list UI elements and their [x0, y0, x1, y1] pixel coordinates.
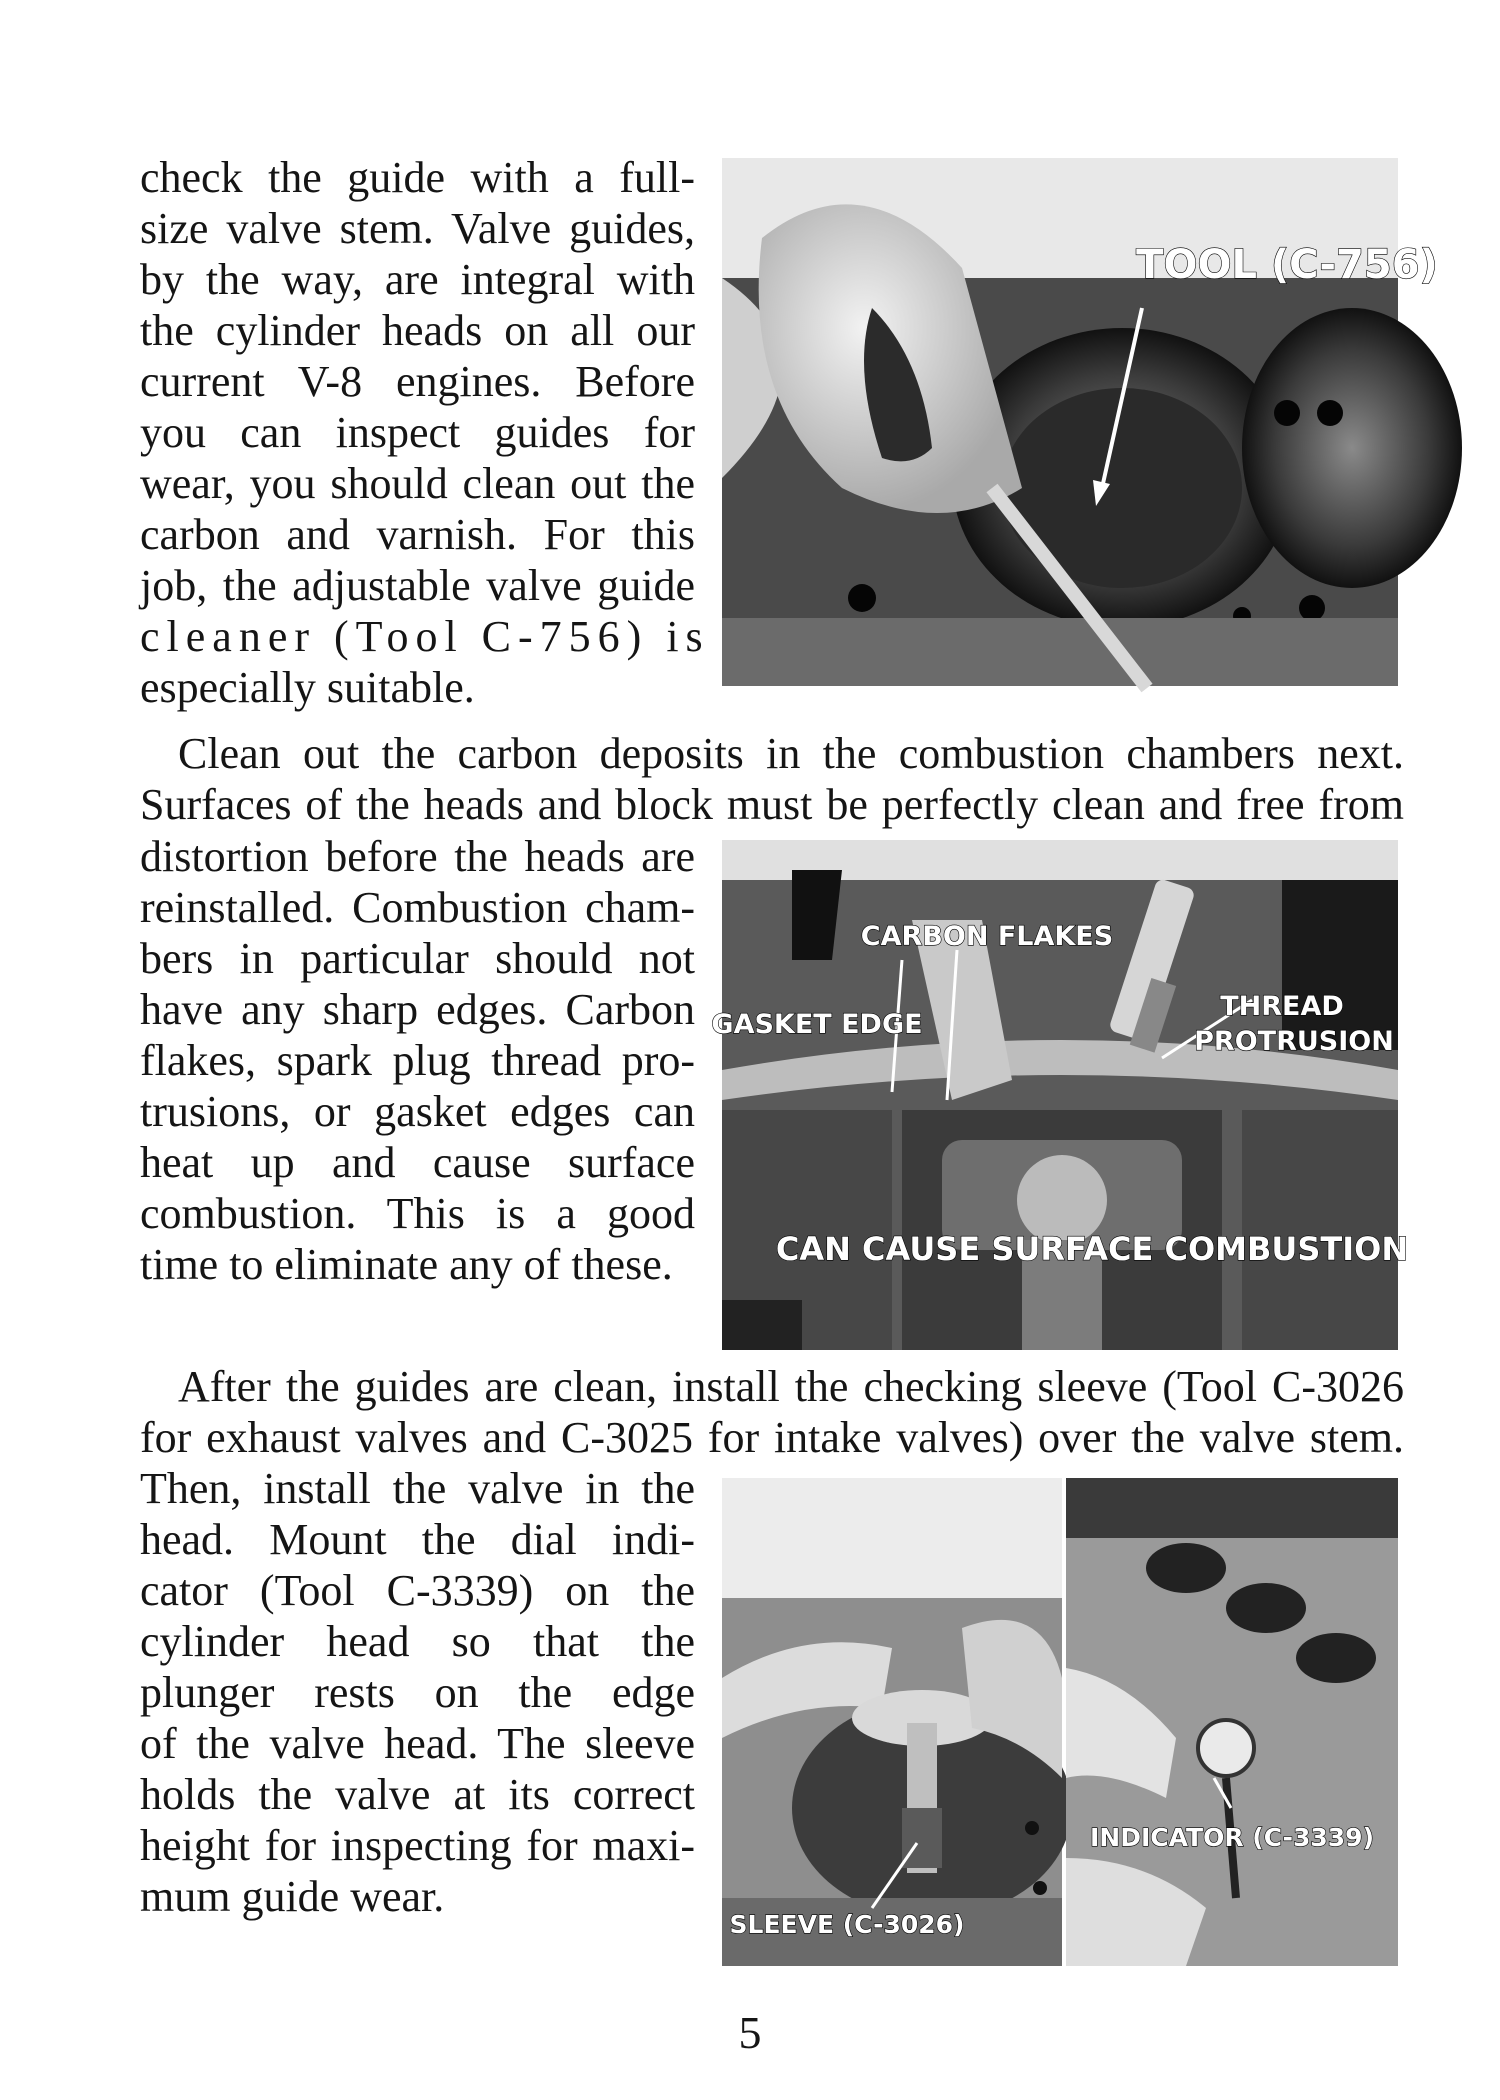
text-line: distortion before the heads are [140, 832, 695, 881]
text-line: of the valve head. The sleeve [140, 1719, 695, 1768]
text-line: plunger rests on the edge [140, 1668, 695, 1717]
text-line: head. Mount the dial indi- [140, 1515, 695, 1564]
text-line: especially suitable. [140, 663, 475, 712]
protrusion-label: PROTRUSION [1194, 1026, 1394, 1057]
text-line: for exhaust valves and C-3025 for intake valves) over the valve stem. [140, 1413, 1404, 1462]
text-line: Then, install the valve in the [140, 1464, 695, 1513]
text-line: time to eliminate any of these. [140, 1240, 673, 1289]
text-line: height for inspecting for maxi- [140, 1821, 695, 1870]
text-line: current V-8 engines. Before [140, 357, 695, 406]
page-number: 5 [738, 2007, 762, 2058]
text-line: Clean out the carbon deposits in the combustion chambers next. [178, 729, 1404, 778]
paragraph-full-width-checking-sleeve [140, 1361, 1404, 1463]
photo-illustration [711, 840, 1409, 1350]
text-line: combustion. This is a good [140, 1189, 695, 1238]
photo-illustration [1066, 1478, 1398, 1966]
paragraph-combustion-chambers [140, 831, 695, 1290]
text-line: you can inspect guides for [140, 408, 695, 457]
gasket-edge-label: GASKET EDGE [711, 1009, 923, 1040]
sleeve-label: SLEEVE (C-3026) [729, 1910, 965, 1939]
text-line: mum guide wear. [140, 1872, 445, 1921]
indicator-label: INDICATOR (C-3339) [1089, 1823, 1375, 1852]
text-line: carbon and varnish. For this [140, 510, 695, 559]
photo-combustion-chamber-cutaway [711, 840, 1409, 1350]
text-line: Surfaces of the heads and block must be perfectly clean and free from [140, 780, 1404, 829]
photo-checking-sleeve [722, 1478, 1062, 1966]
text-line: job, the adjustable valve guide [140, 561, 695, 610]
text-line: cylinder head so that the [140, 1617, 695, 1666]
text-line: heat up and cause surface [140, 1138, 695, 1187]
photo-illustration [722, 1478, 1062, 1966]
text-line: cleaner (Tool C-756) is [140, 612, 710, 661]
photo-illustration [722, 158, 1438, 686]
tool-label: TOOL (C-756) [1136, 242, 1438, 288]
text-line: reinstalled. Combustion cham- [140, 883, 695, 932]
text-line: by the way, are integral with [140, 255, 695, 304]
text-line: cator (Tool C-3339) on the [140, 1566, 695, 1615]
text-line: flakes, spark plug thread pro- [140, 1036, 695, 1085]
paragraph-valve-guide-cleaning [140, 152, 710, 713]
text-line: trusions, or gasket edges can [140, 1087, 695, 1136]
text-line: size valve stem. Valve guides, [140, 204, 695, 253]
photo-valve-guide-cleaner-tool [722, 158, 1438, 686]
text-line: bers in particular should not [140, 934, 695, 983]
carbon-flakes-label: CARBON FLAKES [860, 921, 1114, 952]
text-line: After the guides are clean, install the checking sleeve (Tool C-3026 [178, 1362, 1404, 1411]
text-line: check the guide with a full- [140, 153, 695, 202]
text-line: wear, you should clean out the [140, 459, 695, 508]
photo-dial-indicator [1066, 1478, 1398, 1966]
paragraph-full-width-carbon-deposits [140, 728, 1404, 830]
text-line: holds the valve at its correct [140, 1770, 695, 1819]
paragraph-dial-indicator [140, 1463, 695, 1922]
text-line: have any sharp edges. Carbon [140, 985, 695, 1034]
text-line: the cylinder heads on all our [140, 306, 695, 355]
thread-label: THREAD [1220, 991, 1344, 1022]
surface-combustion-label: CAN CAUSE SURFACE COMBUSTION [775, 1230, 1409, 1268]
